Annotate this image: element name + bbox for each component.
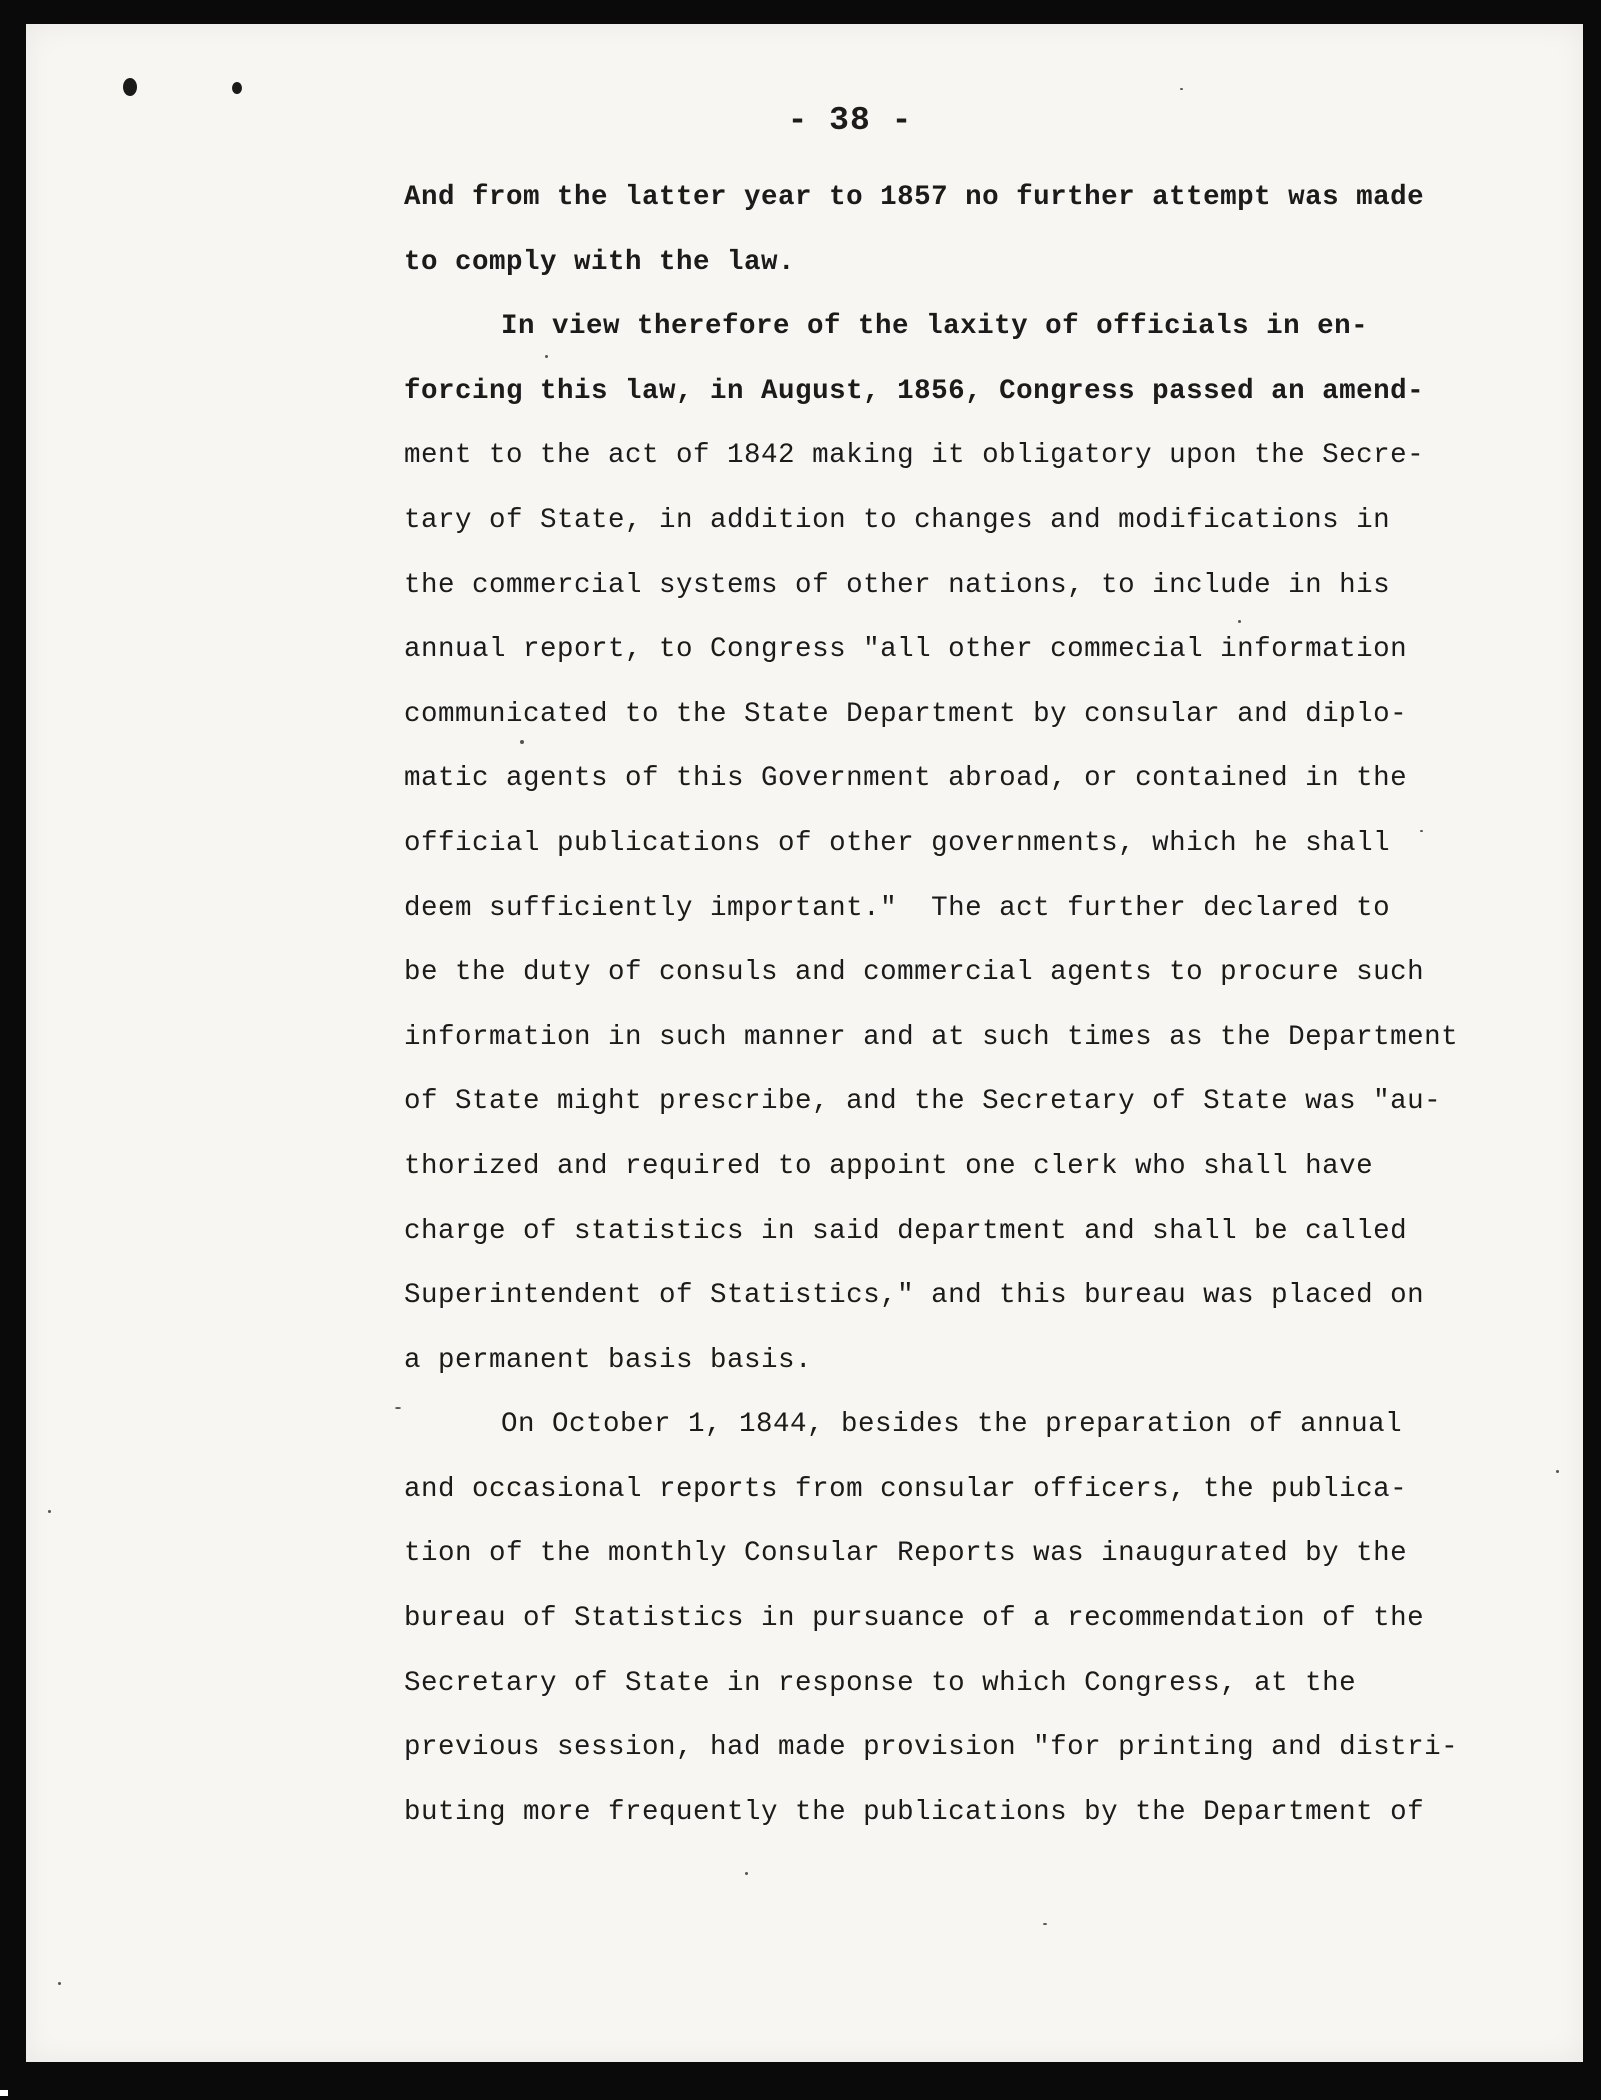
text-line: tion of the monthly Consular Reports was inaugurated by the <box>404 1538 1408 1570</box>
scan-edge-mark <box>0 2090 8 2096</box>
text-line: a permanent basis basis. <box>404 1344 813 1376</box>
text-line: bureau of Statistics in pursuance of a recommendation of the <box>404 1603 1425 1635</box>
scan-speck <box>48 1510 51 1513</box>
scan-speck <box>1238 620 1241 623</box>
text-line: charge of statistics in said department and shall be called <box>404 1215 1408 1247</box>
text-line: previous session, had made provision "for printing and distri- <box>404 1732 1459 1764</box>
scan-speck <box>545 355 548 358</box>
text-line: be the duty of consuls and commercial agents to procure such <box>404 957 1425 989</box>
scan-speck <box>1043 1923 1047 1925</box>
scan-speck <box>1420 830 1423 832</box>
text-line: forcing this law, in August, 1856, Congress passed an amend- <box>404 375 1425 407</box>
text-line: On October 1, 1844, besides the preparation of annual <box>501 1409 1403 1441</box>
punch-hole-mark <box>232 82 242 94</box>
text-line: thorized and required to appoint one clerk who shall have <box>404 1150 1374 1182</box>
scan-speck <box>58 1982 61 1985</box>
punch-hole-mark <box>123 78 137 96</box>
text-line: communicated to the State Department by consular and diplo- <box>404 698 1408 730</box>
page-number: - 38 - <box>787 102 913 139</box>
text-line: ment to the act of 1842 making it obligatory upon the Secre- <box>404 440 1425 472</box>
scan-speck <box>745 1872 748 1875</box>
text-line: And from the latter year to 1857 no further attempt was made <box>404 182 1425 213</box>
text-line: deem sufficiently important." The act further declared to <box>404 892 1391 924</box>
text-line: information in such manner and at such times as the Department <box>404 1021 1459 1053</box>
text-line: and occasional reports from consular officers, the publica- <box>404 1473 1408 1505</box>
text-line: the commercial systems of other nations, to include in his <box>404 569 1391 601</box>
text-line: of State might prescribe, and the Secretary of State was "au- <box>404 1086 1442 1118</box>
scan-speck <box>520 740 524 744</box>
scan-speck <box>395 1407 401 1409</box>
text-line: matic agents of this Government abroad, or contained in the <box>404 763 1408 795</box>
body-text <box>404 166 1459 1845</box>
text-line: annual report, to Congress "all other commecial information <box>404 634 1408 666</box>
text-line: Superintendent of Statistics," and this bureau was placed on <box>404 1280 1425 1312</box>
text-line: Secretary of State in response to which Congress, at the <box>404 1667 1357 1699</box>
scan-speck <box>1180 88 1183 90</box>
text-line: buting more frequently the publications by the Department of <box>404 1796 1425 1828</box>
scan-speck <box>1556 1470 1559 1473</box>
text-line: official publications of other governments, which he shall <box>404 827 1391 859</box>
text-line: tary of State, in addition to changes and modifications in <box>404 504 1391 536</box>
text-line: In view therefore of the laxity of officials in en- <box>501 311 1369 343</box>
text-line: to comply with the law. <box>404 246 796 278</box>
